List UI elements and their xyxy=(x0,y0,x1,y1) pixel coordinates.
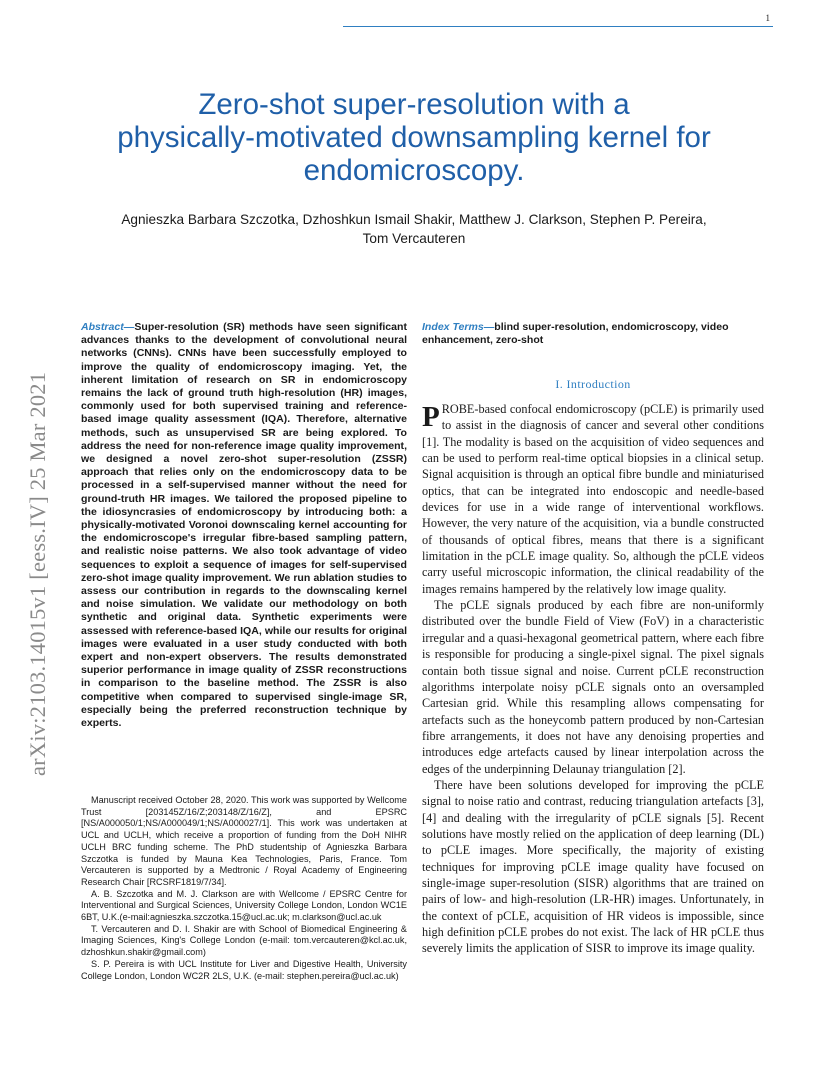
index-terms xyxy=(422,321,764,347)
index-terms-text: blind super-resolution, endomicroscopy, video enhancement, zero-shot xyxy=(422,321,729,347)
index-terms-label: Index Terms— xyxy=(422,321,495,333)
drop-cap: P xyxy=(422,401,440,433)
abstract-label: Abstract— xyxy=(81,321,135,333)
intro-paragraph-1-text: ROBE-based confocal endomicroscopy (pCLE) is primarily used to assist in the diagnosis of cancer and several other conditions [1]. The modality is based on the acquisition of video sequences and can be used to perform real-time optical biopsies in a clinical setup. Signal acquisition is through an optical fibre bundle and miniaturised optics, that can be integrated into endoscopic and needle-based devices for use in a wide range of interventional workflows. However, the very nature of the acquisition, via a bundle constructed of thousands of optical fibres, means that there is a significant limitation in the pCLE image quality. So, although the pCLE videos carry useful microscopic information, the clinical readability of the images remains hampered by the relatively low image quality. xyxy=(422,402,764,596)
title-line-1: Zero-shot super-resolution with a xyxy=(198,88,630,121)
authors-line-2: Tom Vercauteren xyxy=(362,231,466,246)
page-number: 1 xyxy=(765,13,770,23)
footnote-affiliation-ucl: A. B. Szczotka and M. J. Clarkson are with Wellcome / EPSRC Centre for Interventional and Surgical Sciences, University College London, London WC1E 6BT, U.K.(e-mail:agnieszka.szczotka.15@ucl.ac.uk; m.clarkson@ucl.ac.uk xyxy=(81,888,407,923)
authors-line-1: Agnieszka Barbara Szczotka, Dzhoshkun Ismail Shakir, Matthew J. Clarkson, Stephen P. Pereira, xyxy=(121,212,707,227)
section-heading-introduction: I. Introduction xyxy=(555,377,631,391)
header-rule xyxy=(343,26,773,27)
arxiv-identifier[interactable]: arXiv:2103.14015v1 [eess.IV] 25 Mar 2021 xyxy=(25,371,50,776)
title-line-3: endomicroscopy. xyxy=(303,154,525,187)
intro-paragraph-3: There have been solutions developed for improving the pCLE signal to noise ratio and contrast, reducing triangulation artefacts [3], [4] and dealing with the irregularity of pCLE signals [5]. Recent solutions have mostly relied on the application of deep learning (DL) to pCLE images. More specifically, the majority of existing techniques for improving pCLE image quality have focused on single-image super-resolution (SISR) algorithms that are trained on pairs of low- and high-resolution (LR-HR) images. Unfortunately, in the context of pCLE, acquisition of HR videos is impossible, since high definition pCLE probes do not exist. The lack of HR pCLE thus severely limits the application of SISR to improve its image quality. xyxy=(422,777,764,956)
author-footnote xyxy=(81,795,407,982)
footnote-affiliation-kcl: T. Vercauteren and D. I. Shakir are with School of Biomedical Engineering & Imaging Sciences, King's College London (e-mail: tom.vercauteren@kcl.ac.uk, dzhoshkun.shakir@gmail.com) xyxy=(81,923,407,958)
paper-title xyxy=(60,88,768,187)
title-line-2: physically-motivated downsampling kernel for xyxy=(117,121,711,154)
footnote-affiliation-liver: S. P. Pereira is with UCL Institute for Liver and Digestive Health, University College London, London WC2R 2LS, U.K. (e-mail: stephen.pereira@ucl.ac.uk) xyxy=(81,958,407,981)
intro-paragraph-1 xyxy=(422,401,764,597)
abstract-text: Super-resolution (SR) methods have seen significant advances thanks to the development of convolutional neural networks (CNNs). CNNs have been successfully employed to improve the quality of endomicroscopy imaging. Yet, the inherent limitation of research on SR in endomicroscopy remains the lack of ground truth high-resolution (HR) images, commonly used for both supervised training and reference-based image quality assessment (IQA). Therefore, alternative methods, such as unsupervised SR are being explored. To address the need for non-reference image quality improvement, we designed a novel zero-shot super-resolution (ZSSR) approach that relies only on the endomicroscopy data to be processed in a self-supervised manner without the need for ground-truth HR images. We tailored the proposed pipeline to the idiosyncrasies of endomicroscopy by introducing both: a physically-motivated Voronoi downscaling kernel accounting for the endomicroscope's irregular fibre-based sampling pattern, and realistic noise patterns. We also took advantage of video sequences to exploit a sequence of images for self-supervised zero-shot image quality improvement. We run ablation studies to assess our contribution in regards to the downscaling kernel and noise simulation. We validate our methodology on both synthetic and original data. Synthetic experiments were assessed with reference-based IQA, while our results for original images were evaluated in a user study conducted with both expert and non-expert observers. The results demonstrated superior performance in image quality of ZSSR reconstructions in comparison to the baseline method. The ZSSR is also competitive when compared to supervised single-image SR, especially being the preferred reconstruction technique by experts. xyxy=(81,321,407,730)
introduction-body xyxy=(422,401,764,957)
abstract xyxy=(81,321,407,730)
author-list xyxy=(60,210,768,248)
footnote-funding: Manuscript received October 28, 2020. This work was supported by Wellcome Trust [203145Z/16/Z;203148/Z/16/Z], and EPSRC [NS/A000050/1;NS/A000049/1;NS/A000027/1]. This work was undertaken at UCL and UCLH, which receive a proportion of funding from the DoH NIHR UCLH BRC funding scheme. The PhD studentship of Agnieszka Barbara Szczotka is funded by Mauna Kea Technologies, Paris, France. Tom Vercauteren is supported by a Medtronic / Royal Academy of Engineering Research Chair [RCSRF1819/7/34]. xyxy=(81,795,407,887)
intro-paragraph-2: The pCLE signals produced by each fibre are non-uniformly distributed over the bundle Field of View (FoV) in a characteristic irregular and a quasi-hexagonal geometrical pattern, where each fibre is responsible for producing a single-pixel signal. The pixel signals contain both tissue signal and noise. Current pCLE reconstruction algorithms interpolate noisy pCLE signals onto an oversampled Cartesian grid. While this resampling allows compensating for artefacts such as the honeycomb pattern produced by non-Cartesian fibre arrangements, it does not have any denoising properties and introduces edge artefacts caused by linear interpolation across the edges of the underpinning Delaunay triangulation [2]. xyxy=(422,598,764,776)
